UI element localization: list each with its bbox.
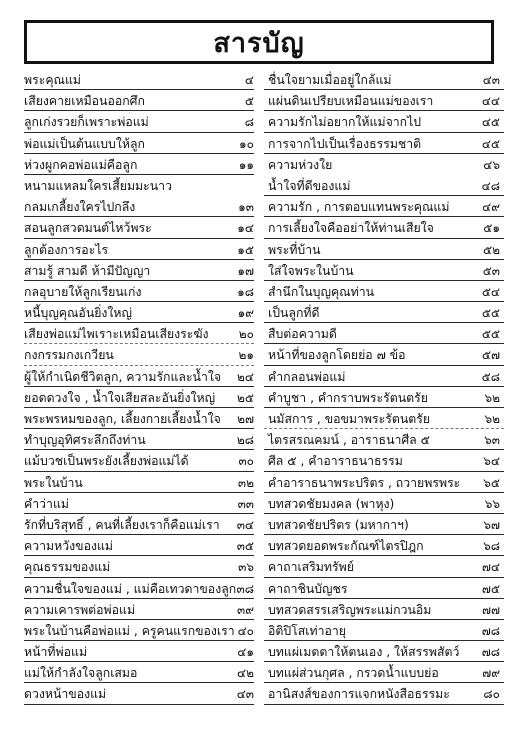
toc-entry-page: ๑๓ (238, 200, 254, 215)
toc-entry-page: ๔๖ (483, 157, 500, 172)
toc-entry-page: ๔๑ (237, 645, 254, 660)
toc-entry (264, 112, 504, 133)
toc-entry-title: ผู้ให้กำเนิดชีวิตลูก, ความรักและน้ำใจ (24, 369, 222, 384)
toc-entry-title: อิติปิโสเท่าอายุ (268, 623, 346, 638)
toc-entry-page: ๒๘ (236, 433, 254, 448)
toc-entry-page: ๒๑ (238, 348, 254, 363)
toc-entry-page: ๑๐ (239, 136, 254, 151)
toc-entry-page: ๕๓ (482, 263, 500, 278)
toc-entry-title: ความห่วงใย (268, 157, 333, 172)
toc-entry-page: ๔๕ (481, 136, 500, 151)
toc-entry (24, 663, 254, 684)
toc-entry-title: ห่วงผูกคอพ่อแม่คือลูก (24, 157, 138, 172)
toc-entry (264, 282, 504, 303)
toc-entry (264, 388, 504, 409)
toc-entry (264, 324, 504, 345)
toc-entry-title: หน้าที่พ่อแม่ (24, 645, 88, 660)
toc-entry-page: ๔๒ (237, 666, 254, 681)
toc-entry (24, 494, 254, 515)
toc-entry-title: แม้บวชเป็นพระยังเลี้ยงพ่อแม่ได้ (24, 454, 189, 469)
toc-entry-page: ๕๒ (483, 242, 500, 257)
toc-entry (24, 218, 254, 239)
toc-entry-page: ๕๑ (483, 221, 500, 236)
toc-entry (24, 240, 254, 261)
toc-entry-title: ความเคารพต่อพ่อแม่ (24, 602, 136, 617)
toc-entry-page: ๔๔ (481, 94, 500, 109)
toc-entry-page: ๔๐ (237, 623, 254, 638)
toc-entry-title: บทแผ่เมตตาให้ตนเอง , ให้สรรพสัตว์ (268, 645, 460, 660)
toc-entry-title: ลูกต้องการอะไร (24, 242, 109, 257)
toc-entry-page: ๑๙ (237, 306, 254, 321)
toc-entry (24, 155, 254, 176)
toc-entry (24, 324, 254, 345)
toc-entry-title: หนี้บุญคุณอันยิ่งใหญ่ (24, 306, 133, 321)
toc-entry-page: ๒๔ (237, 369, 254, 384)
toc-entry (24, 176, 254, 197)
toc-entry-page: ๓๙ (237, 602, 254, 617)
toc-entry-page: ๕๕ (481, 327, 500, 342)
toc-entry-title: กลมเกลี้ยงใครไปกลึง (24, 200, 136, 215)
toc-entry (24, 282, 254, 303)
toc-entry-title: ความชื่นใจของแม่ , แม่คือเทวดาของลูก (24, 581, 237, 596)
toc-entry (264, 240, 504, 261)
toc-entry-title: เป็นลูกที่ดี (268, 306, 320, 321)
toc-entry (24, 642, 254, 663)
toc-entry-title: คำบูชา , คำกราบพระรัตนตรัย (268, 390, 428, 405)
toc-columns (24, 70, 504, 742)
toc-entry (264, 345, 504, 366)
toc-entry-title: คาถาชินบัญชร (268, 581, 348, 596)
toc-entry (24, 91, 254, 112)
toc-entry-title: ยอดดวงใจ , น้ำใจเสียสละอันยิ่งใหญ่ (24, 390, 216, 405)
toc-entry-title: ศีล ๕ , คำอาราธนาธรรม (268, 454, 403, 469)
toc-entry (24, 621, 254, 642)
toc-entry (264, 663, 504, 684)
toc-entry-title: ดวงหน้าของแม่ (24, 687, 107, 702)
toc-entry-page: ๔๙ (482, 200, 500, 215)
toc-entry (24, 536, 254, 557)
toc-entry-title: คำว่าแม่ (24, 496, 69, 511)
toc-entry-page: ๕๔ (481, 284, 500, 299)
toc-entry (264, 621, 504, 642)
toc-entry-page: ๓๐ (238, 454, 254, 469)
toc-entry-title: นมัสการ , ขอขมาพระรัตนตรัย (268, 412, 431, 426)
toc-entry-title: บทสวดสรรเสริญพระแม่กวนอิม (268, 602, 432, 617)
toc-entry-title: พระในบ้านคือพ่อแม่ , ครูคนแรกของเรา (24, 623, 235, 638)
toc-entry-page: ๓๖ (238, 560, 254, 575)
toc-entry-title: แม่ให้กำลังใจลูกเสมอ (24, 666, 138, 681)
toc-entry-page: ๑๘ (237, 284, 254, 299)
toc-entry-page: ๗๘ (481, 623, 500, 638)
toc-entry-title: สอนลูกสวดมนต์ไหว้พระ (24, 221, 152, 236)
toc-entry (264, 303, 504, 324)
toc-entry-title: เสียงพ่อแม่ไพเราะเหมือนเสียงระฆัง (24, 327, 209, 342)
toc-entry-title: ความรักไม่อยากให้แม่จากไป (268, 115, 422, 130)
toc-entry-page: ๑๕ (237, 242, 254, 257)
toc-entry-page: ๓๓ (237, 496, 254, 511)
toc-entry-title: ใส่ใจพระในบ้าน (268, 263, 354, 278)
toc-entry-page: ๔๓ (236, 687, 254, 702)
toc-entry (24, 557, 254, 578)
toc-entry (264, 197, 504, 218)
toc-entry-title: คำกลอนพ่อแม่ (268, 369, 346, 384)
toc-entry (264, 261, 504, 282)
toc-entry-page: ๖๘ (483, 539, 500, 554)
toc-entry-page: ๘๐ (483, 687, 500, 702)
toc-entry-page: ๗๗ (481, 602, 500, 617)
toc-entry (264, 579, 504, 600)
toc-entry (264, 515, 504, 536)
toc-right-column (264, 70, 504, 742)
toc-entry-title: กงกรรมกงเกวียน (24, 348, 114, 363)
toc-entry (264, 91, 504, 112)
toc-entry (24, 112, 254, 133)
toc-entry (24, 134, 254, 155)
toc-entry-page: ๕๗ (481, 348, 500, 363)
toc-entry-title: คำอาราธนาพระปริตร , ถวายพรพระ (268, 475, 461, 490)
toc-entry (264, 409, 504, 430)
toc-entry-page: ๑๗ (237, 263, 254, 278)
toc-entry-title: เสียงคายเหมือนออกศึก (24, 94, 145, 109)
toc-left-column (24, 70, 254, 742)
toc-entry-title: พ่อแม่เป็นต้นแบบให้ลูก (24, 136, 145, 151)
toc-entry-title: บทแผ่ส่วนกุศล , กรวดน้ำแบบย่อ (268, 666, 439, 681)
toc-entry-page: ๖๒ (484, 390, 500, 405)
toc-entry (264, 557, 504, 578)
toc-entry-page: ๕๕ (481, 306, 500, 321)
toc-entry (264, 536, 504, 557)
toc-entry (24, 600, 254, 621)
toc-entry (264, 642, 504, 663)
toc-entry (264, 600, 504, 621)
toc-entry-page: ๒๐ (238, 327, 254, 342)
toc-entry-title: น้ำใจที่ดีของแม่ (268, 178, 351, 193)
toc-entry-title: รักที่บริสุทธิ์ , คนที่เลี้ยงเราก็คือแม่เรา (24, 517, 220, 532)
toc-entry (264, 473, 504, 494)
toc-entry-title: หนามแหลมใครเสี้ยมมะนาว (24, 178, 172, 193)
toc-entry (24, 197, 254, 218)
toc-entry-title: คาถาเสริมทรัพย์ (268, 560, 354, 575)
toc-entry-title: บทสวดยอดพระกัณฑ์ไตรปิฎก (268, 539, 424, 554)
toc-entry (24, 345, 254, 366)
toc-entry (264, 367, 504, 388)
toc-entry-page: ๒๗ (237, 412, 254, 426)
toc-entry (24, 579, 254, 600)
toc-entry-title: บทสวดชัยมงคล (พาหุง) (268, 496, 395, 511)
toc-entry-title: ความหวังของแม่ (24, 539, 113, 554)
toc-entry (264, 494, 504, 515)
toc-entry-title: พระคุณแม่ (24, 73, 81, 87)
toc-entry-title: คุณธรรมของแม่ (24, 560, 111, 575)
title-box (24, 20, 494, 64)
toc-entry (24, 684, 254, 705)
toc-entry-title: ลูกเก่งรวยก็เพราะพ่อแม่ (24, 115, 149, 130)
toc-entry (264, 430, 504, 451)
toc-entry-title: ไตรสรณคมน์ , อาราธนาศีล ๕ (268, 433, 430, 448)
toc-entry-page: ๓๘ (236, 581, 254, 596)
toc-entry-page: ๗๙ (482, 666, 500, 681)
toc-entry (24, 473, 254, 494)
toc-entry-title: พระที่บ้าน (268, 242, 321, 257)
page-title: สารบัญ (213, 27, 305, 59)
toc-entry (264, 155, 504, 176)
toc-entry (24, 451, 254, 472)
toc-entry-page: ๖๓ (484, 433, 500, 448)
toc-entry-page: ๖๔ (483, 454, 500, 469)
toc-entry-page: ๖๕ (483, 475, 500, 490)
toc-entry-page: ๓๔ (236, 517, 254, 532)
toc-entry (264, 70, 504, 91)
toc-entry-title: สำนึกในบุญคุณท่าน (268, 284, 375, 299)
toc-entry-page: ๓๒ (237, 475, 254, 490)
toc-entry-title: หน้าที่ของลูกโดยย่อ ๗ ข้อ (268, 348, 406, 363)
toc-entry (264, 684, 504, 705)
toc-entry (264, 451, 504, 472)
toc-entry-title: ความรัก , การตอบแทนพระคุณแม่ (268, 200, 450, 215)
toc-entry-title: ชื่นใจยามเมื่ออยู่ใกล้แม่ (268, 73, 392, 87)
toc-entry-page: ๔๕ (481, 115, 500, 130)
toc-entry-title: อานิสงส์ของการแจกหนังสือธรรมะ (268, 687, 450, 702)
toc-entry-title: การเลี้ยงใจคืออย่าให้ท่านเสียใจ (268, 221, 434, 236)
toc-entry-page: ๓๕ (236, 539, 254, 554)
toc-entry-page: ๖๒ (484, 412, 500, 426)
toc-entry (24, 515, 254, 536)
toc-entry-title: พระพรหมของลูก, เลี้ยงกายเลี้ยงน้ำใจ (24, 412, 221, 426)
toc-entry-page: ๔๘ (481, 178, 500, 193)
toc-entry-page: ๖๖ (484, 496, 500, 511)
toc-entry-title: บทสวดชัยปริตร (มหากาฯ) (268, 517, 409, 532)
toc-entry-page: ๔ (244, 73, 254, 87)
toc-entry (24, 430, 254, 451)
toc-entry-page: ๕๘ (481, 369, 500, 384)
toc-entry-page: ๔๓ (482, 73, 500, 87)
toc-entry (24, 261, 254, 282)
toc-entry (24, 303, 254, 324)
toc-entry (264, 218, 504, 239)
toc-entry-page: ๑๔ (237, 221, 254, 236)
toc-entry-page: ๗๕ (481, 581, 500, 596)
toc-entry (264, 176, 504, 197)
toc-entry (24, 367, 254, 388)
toc-entry-page: ๕ (244, 94, 254, 109)
toc-entry-title: สืบต่อความดี (268, 327, 337, 342)
toc-entry-page: ๖๗ (483, 517, 500, 532)
toc-entry-title: กลอุบายให้ลูกเรียนเก่ง (24, 284, 142, 299)
toc-entry (24, 409, 254, 430)
toc-entry (24, 70, 254, 91)
toc-entry (264, 134, 504, 155)
toc-entry-page: ๑๑ (238, 157, 254, 172)
toc-entry-page: ๗๔ (481, 560, 500, 575)
toc-entry-title: การจากไปเป็นเรื่องธรรมชาติ (268, 136, 422, 151)
toc-entry (24, 388, 254, 409)
toc-entry-title: สามรู้ สามดี ห้ามีปัญญา (24, 263, 151, 278)
toc-entry-title: พระในบ้าน (24, 475, 83, 490)
toc-entry-title: แผ่นดินเปรียบเหมือนแม่ของเรา (268, 94, 434, 109)
toc-entry-title: ทำบุญอุทิศระลึกถึงท่าน (24, 433, 146, 448)
toc-entry-page: ๒๕ (237, 390, 254, 405)
toc-entry-page: ๗๘ (481, 645, 500, 660)
toc-entry-page: ๘ (244, 115, 254, 130)
